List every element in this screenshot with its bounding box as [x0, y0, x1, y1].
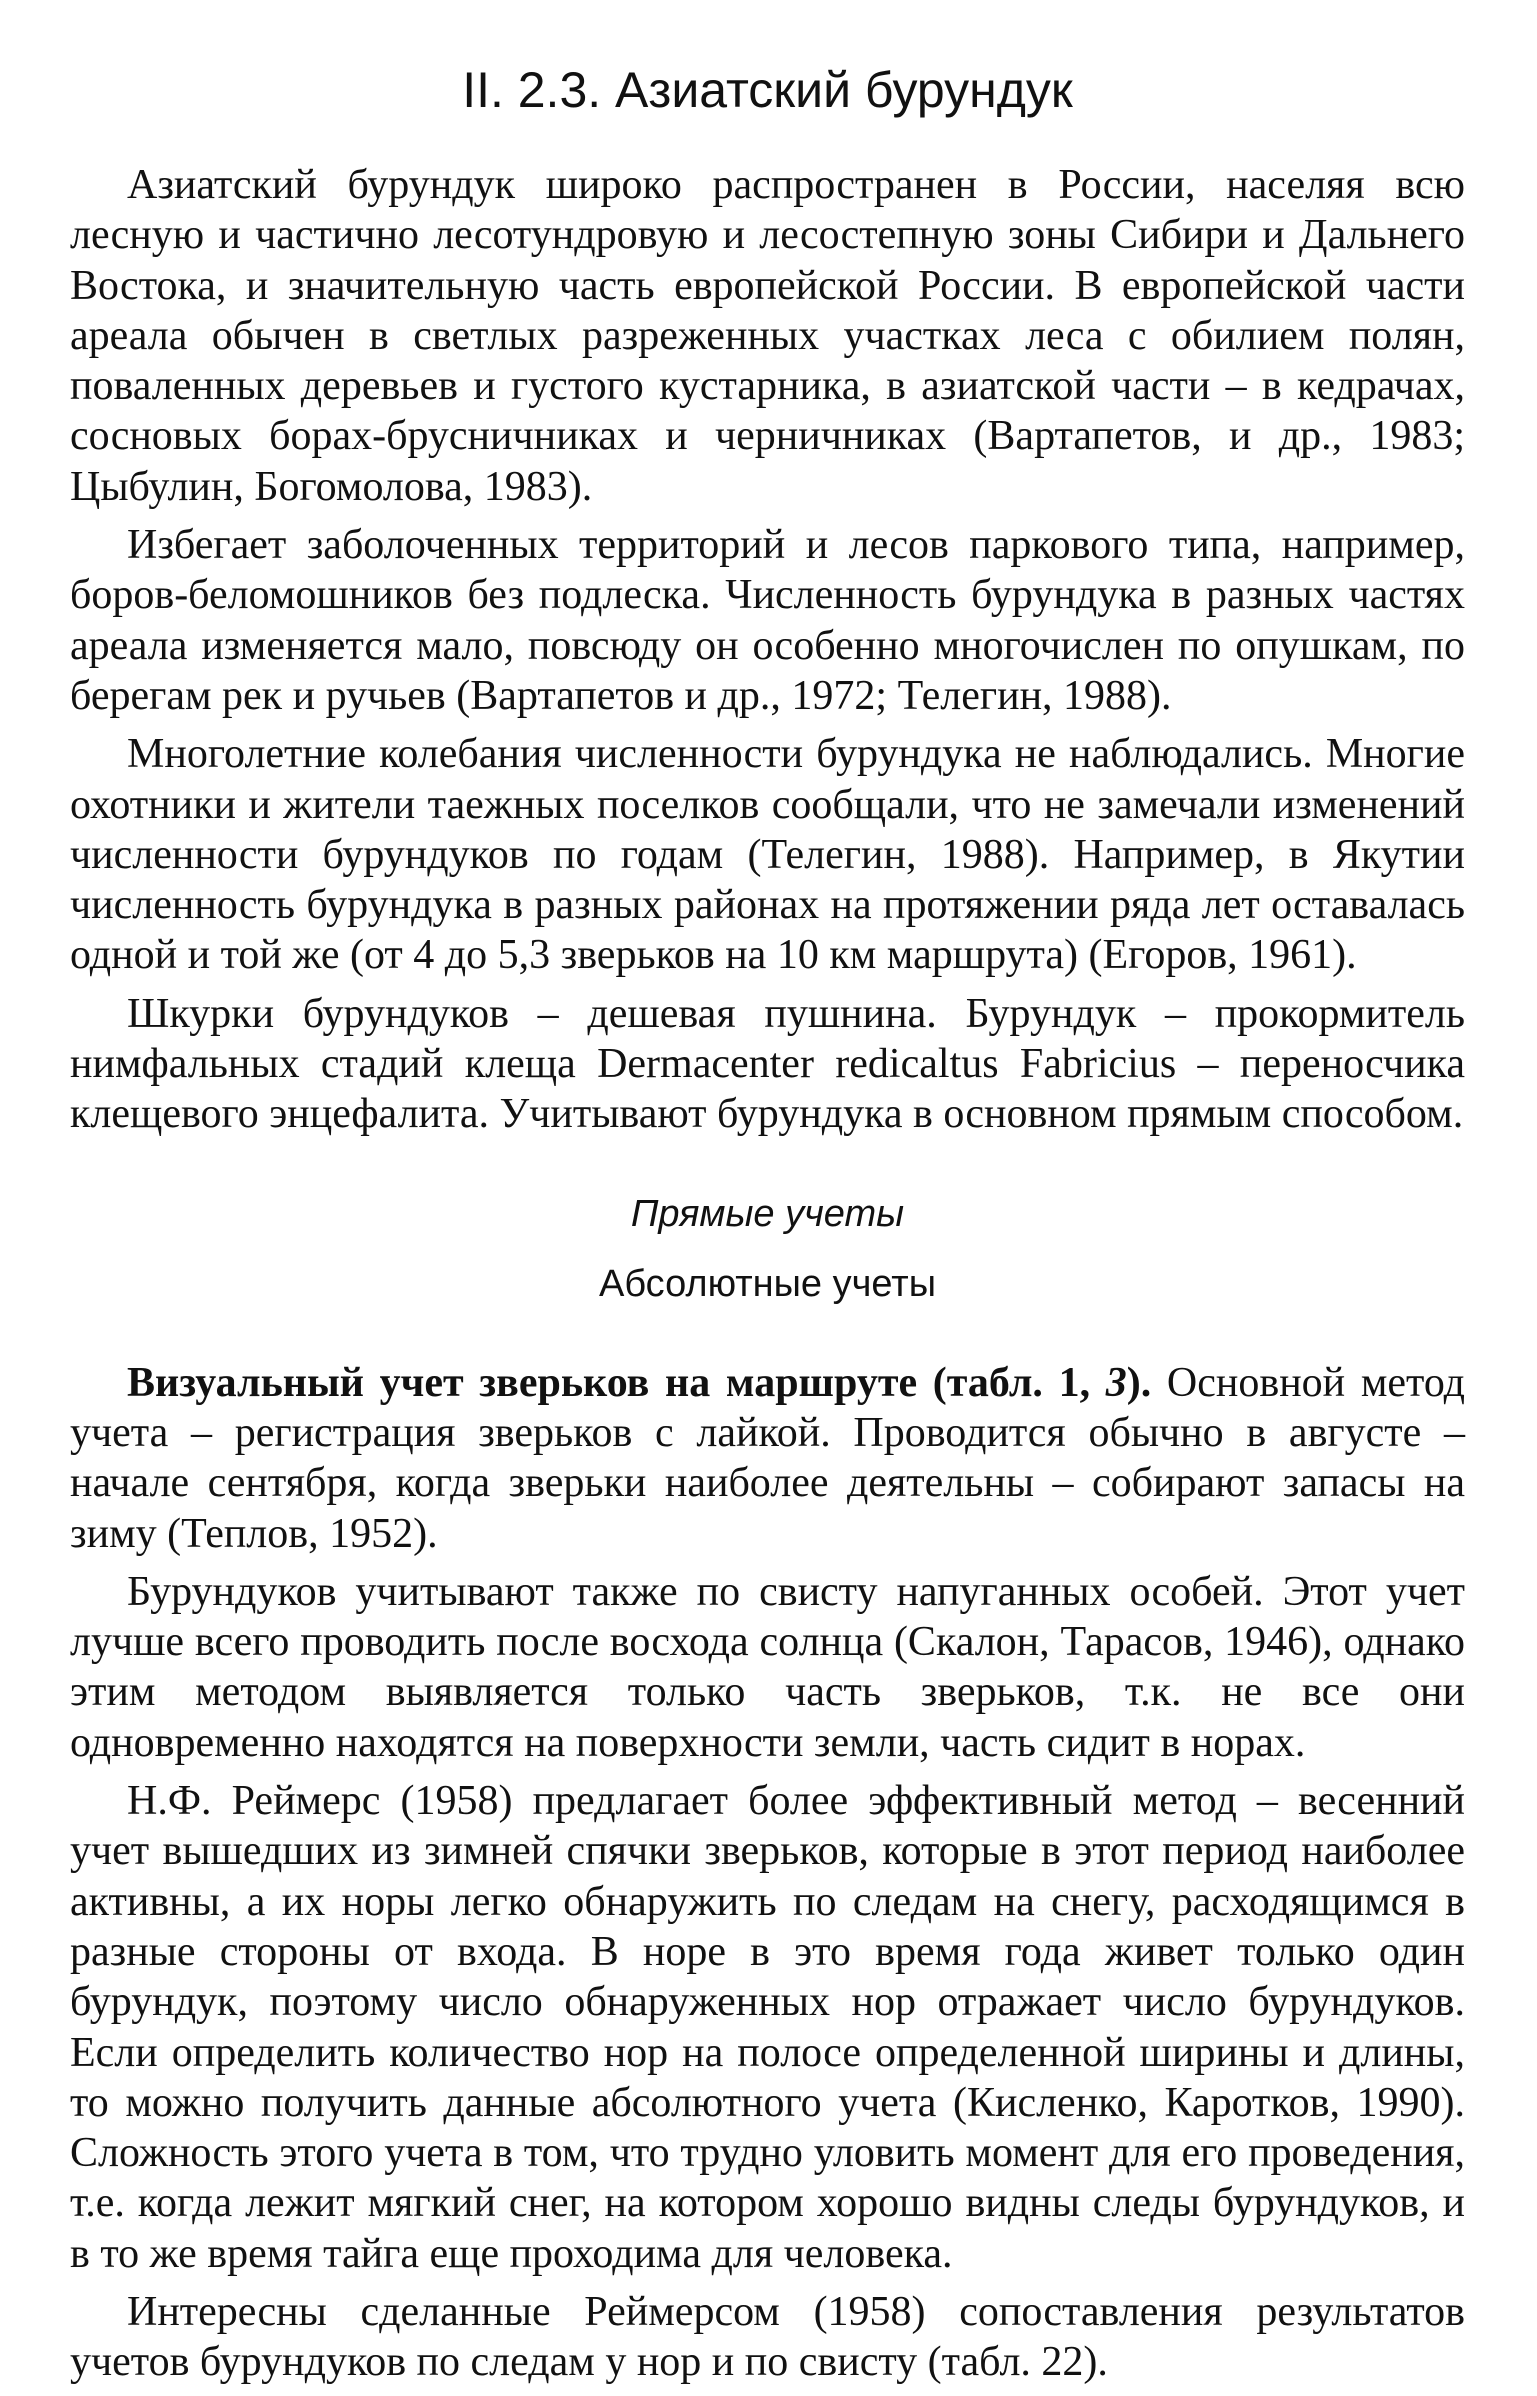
paragraph-comparison: Интересны сделанные Реймерсом (1958) сопоставления результатов учетов бурундуков по следам у нор и по свисту (табл. 22). [70, 2288, 1465, 2386]
paragraph-population: Многолетние колебания численности бурундука не наблюдались. Многие охотники и жители таежных поселков сообщали, что не замечали изменений численности бурундуков по годам (Телегин, 1988). Например, в Якутии численность бурундука в разных районах на протяжении ряда лет оставалась одной и той же (от 4 до 5,3 зверьков на 10 км маршрута) (Егоров, 1961). [70, 731, 1465, 979]
visual-count-text: Основной метод учета – регистрация зверьков с лайкой. Проводится обычно в августе – начале сентября, когда зверьки наиболее деятельны – собирают запасы на зиму (Теплов, 1952). [70, 1359, 1466, 1557]
paragraph-economic: Шкурки бурундуков – дешевая пушнина. Бурундук – прокормитель нимфальных стадий клеща Dermacenter redicaltus Fabricius – переносчика клещевого энцефалита. Учитывают бурундука в основном прямым способом. [70, 990, 1465, 1138]
visual-count-lead-end: ). [1126, 1359, 1152, 1406]
visual-count-lead-number: 3 [1105, 1359, 1127, 1406]
paragraph-habitat: Избегает заболоченных территорий и лесов паркового типа, например, боров-беломошников без подлеска. Численность бурундука в разных частях ареала изменяется мало, повсюду он особенно многочислен по опушкам, по берегам рек и ручьев (Вартапетов и др., 1972; Телегин, 1988). [70, 522, 1465, 719]
paragraph-distribution: Азиатский бурундук широко распространен в России, населяя всю лесную и частично лесотундровую и лесостепную зоны Сибири и Дальнего Востока, и значительную часть европейской России. В европейской части ареала обычен в светлых разреженных участках леса с обилием полян, поваленных деревьев и густого кустарника, в азиатской части – в кедрачах, сосновых борах-брусничниках и черничниках (Вартапетов, и др., 1983; Цыбулин, Богомолова, 1983). [70, 162, 1465, 510]
section-title: II. 2.3. Азиатский бурундук [462, 62, 1073, 118]
paragraph-reimers-method: Н.Ф. Реймерс (1958) предлагает более эффективный метод – весенний учет вышедших из зимней спячки зверьков, которые в этот период наиболее активны, а их норы легко обнаружить по следам на снегу, расходящимся в разные стороны от входа. В норе в это время года живет только один бурундук, поэтому число обнаруженных нор отражает число бурундуков. Если определить количество нор на полосе определенной ширины и длины, то можно получить данные абсолютного учета (Кисленко, Каротков, 1990). Сложность этого учета в том, что трудно уловить момент для его проведения, т.е. когда лежит мягкий снег, на котором хорошо видны следы бурундуков, и в то же время тайга еще проходима для человека. [70, 1778, 1465, 2277]
paragraph-whistle-count: Бурундуков учитывают также по свисту напуганных особей. Этот учет лучше всего проводить после восхода солнца (Скалон, Тарасов, 1946), однако этим методом выявляется только часть зверьков, т.к. не все они одновременно находятся на поверхности земли, часть сидит в норах. [70, 1568, 1465, 1766]
visual-count-lead [127, 1360, 1151, 1406]
heading-direct-counts: Прямые учеты [630, 1192, 905, 1235]
heading-absolute-counts: Абсолютные учеты [598, 1262, 937, 1305]
page [70, 60, 1465, 2396]
visual-count-lead-text: Визуальный учет зверьков на маршруте (табл. 1, [127, 1359, 1091, 1406]
paragraph-visual-count [70, 1358, 1465, 1559]
